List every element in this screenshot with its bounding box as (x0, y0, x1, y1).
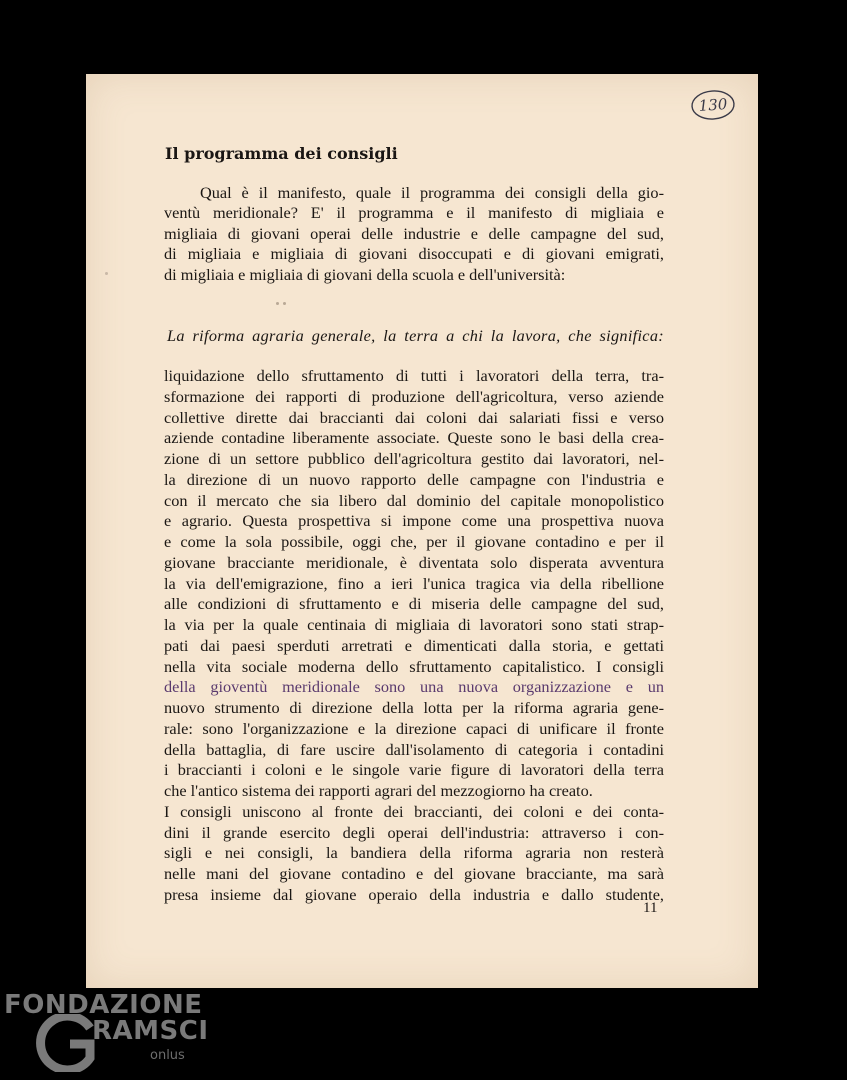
section-heading: Il programma dei consigli (165, 144, 398, 163)
body-line: i braccianti i coloni e le singole varie figure di lavoratori della terra (164, 760, 664, 780)
logo-line-2: RAMSCI (92, 1016, 209, 1046)
body-line: giovane bracciante meridionale, è diventata solo disperata avventura (164, 552, 664, 572)
body-line: e come la sola possibile, oggi che, per il giovane contadino e per il (164, 532, 664, 551)
body-line: sigli e nei consigli, la bandiera della riforma agraria non resterà (164, 843, 664, 863)
paper-speck (105, 272, 108, 275)
logo-line-3: onlus (150, 1048, 185, 1063)
archive-number-text: 130 (698, 95, 728, 115)
body-line: collettive dirette dai braccianti dai coloni dai salariati fissi e verso (164, 407, 664, 427)
body-line: nella vita sociale moderna dello sfruttamento capitalistico. I consigli (164, 656, 664, 676)
body-line: la direzione di un nuovo rapporto delle campagne con l'industria e (164, 469, 664, 489)
body-line: presa insieme dal giovane operaio della industria e dallo studente, (164, 884, 664, 904)
page-number: 11 (643, 900, 658, 916)
paper-speck (283, 302, 286, 305)
body-line: aziende contadine liberamente associate. Queste sono le basi della crea- (164, 428, 664, 448)
body-line: che l'antico sistema dei rapporti agrari del mezzogiorno ha creato. (164, 781, 593, 800)
body-line: la via dell'emigrazione, fino a ieri l'unica tragica via della ribellione (164, 573, 664, 593)
italic-subheading: La riforma agraria generale, la terra a chi la lavora, che significa: (167, 326, 664, 345)
body-line: rale: sono l'organizzazione e la direzione capaci di unificare il fronte (164, 718, 664, 738)
body-line: I consigli uniscono al fronte dei braccianti, dei coloni e dei conta- (164, 801, 664, 821)
body-line: della gioventù meridionale sono una nuova organizzazione e un (164, 677, 664, 697)
body-line: con il mercato che sia libero dal dominio del capitale monopolistico (164, 490, 664, 510)
paper-speck (276, 302, 279, 305)
body-line: nelle mani del giovane contadino e del giovane bracciante, ma sarà (164, 864, 664, 883)
intro-line: migliaia di giovani operai delle industrie e delle campagne del sud, (164, 223, 664, 243)
body-line: nuovo strumento di direzione della lotta per la riforma agraria gene- (164, 698, 664, 717)
body-line: zione di un settore pubblico dell'agricoltura gestito dai lavoratori, nel- (164, 449, 664, 468)
logo-line-1: FONDAZIONE (4, 990, 203, 1020)
gramsci-g-logo-icon (34, 1014, 98, 1072)
body-line: sformazione dei rapporti di produzione dell'agricoltura, verso aziende (164, 386, 664, 406)
intro-line: ventù meridionale? E' il programma e il manifesto di migliaia e (164, 203, 664, 223)
intro-line: Qual è il manifesto, quale il programma dei consigli della gio- (200, 183, 664, 202)
body-line: e agrario. Questa prospettiva si impone come una prospettiva nuova (164, 511, 664, 531)
body-line: alle condizioni di sfruttamento e di miseria delle campagne del sud, (164, 594, 664, 614)
intro-line: di migliaia e migliaia di giovani della scuola e dell'università: (164, 264, 566, 284)
body-line: della battaglia, di fare uscire dall'isolamento di categoria i contadini (164, 739, 664, 759)
body-line: dini il grande esercito degli operai dell'industria: attraverso i con- (164, 822, 664, 842)
body-line: la via per la quale centinaia di migliaia di lavoratori sono stati strap- (164, 615, 664, 634)
archive-number-stamp (689, 86, 737, 123)
body-line: pati dai paesi sperduti arretrati e dimenticati dalla storia, e gettati (164, 635, 664, 655)
intro-line: di migliaia e migliaia di giovani disoccupati e di giovani emigrati, (164, 244, 664, 264)
body-line: liquidazione dello sfruttamento di tutti i lavoratori della terra, tra- (164, 366, 664, 385)
fondazione-gramsci-watermark (4, 990, 214, 1075)
